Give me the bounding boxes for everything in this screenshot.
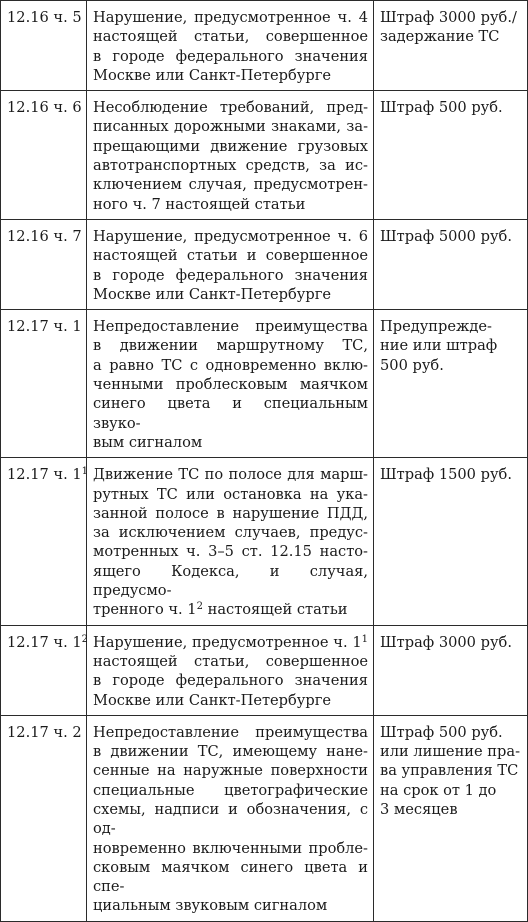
- table-row: [1, 625, 528, 715]
- description-line: в городе федерального значения: [93, 266, 368, 284]
- table-row: [1, 1, 528, 91]
- penalty-cell: [374, 219, 528, 309]
- penalty-line: Штраф 500 руб.: [380, 723, 503, 741]
- description-line: Нарушение, предусмотренное ч. 6: [93, 227, 368, 245]
- penalty-line: ние или штраф: [380, 337, 498, 355]
- article-cell: [1, 91, 87, 220]
- penalty-line: Штраф 3000 руб./: [380, 9, 517, 26]
- article-cell: [1, 310, 87, 458]
- penalty-line: на срок от 1 до: [380, 781, 497, 799]
- description-line: ного ч. 7 настоящей статьи: [93, 195, 306, 213]
- article-cell: [1, 1, 87, 91]
- penalty-line: Штраф 500 руб.: [380, 99, 503, 117]
- description-line: рутных ТС или остановка на ука-: [93, 485, 368, 503]
- description-line: вым сигналом: [93, 433, 203, 451]
- table-row: [1, 715, 528, 921]
- description-line: в движении ТС, имеющему нане-: [93, 743, 368, 761]
- description-line: сковым маячком синего цвета и спе-: [93, 858, 368, 896]
- description-line: мотренных ч. 3–5 ст. 12.15 насто-: [93, 543, 368, 561]
- description-cell: [87, 458, 374, 625]
- penalty-cell: [374, 715, 528, 921]
- table-row: [1, 219, 528, 309]
- penalty-line: Предупрежде-: [380, 318, 492, 336]
- description-line: в городе федерального значения: [93, 672, 368, 690]
- article-cell: [1, 625, 87, 715]
- description-line: автотранспортных средств, за ис-: [93, 157, 368, 175]
- penalty-line: Штраф 1500 руб.: [380, 466, 512, 484]
- description-line: Москве или Санкт-Петербурге: [93, 285, 332, 303]
- description-cell: [87, 1, 374, 91]
- article-number: 12.16 ч. 7: [7, 227, 82, 245]
- penalty-cell: [374, 625, 528, 715]
- table-row: [1, 91, 528, 220]
- penalty-line: 3 месяцев: [380, 800, 458, 818]
- description-line: схемы, надписи и обозначения, с од-: [93, 800, 368, 838]
- description-line: ящего Кодекса, и случая, предусмо-: [93, 562, 368, 600]
- description-text: тренного ч. 1: [93, 601, 197, 619]
- description-line: специальные цветографические: [93, 781, 368, 799]
- description-cell: [87, 91, 374, 220]
- description-cell: [87, 715, 374, 921]
- description-line: Непредоставление преимущества: [93, 723, 368, 741]
- description-line: [93, 633, 368, 652]
- penalty-line: или лишение пра-: [380, 743, 520, 761]
- penalty-cell: [374, 1, 528, 91]
- article-number: 12.17 ч. 1: [7, 633, 82, 651]
- description-line: синего цвета и специальным звуко-: [93, 395, 368, 432]
- description-line: циальным звуковым сигналом: [93, 897, 328, 915]
- article-superscript: 2: [81, 633, 89, 645]
- description-superscript: 2: [196, 601, 203, 613]
- description-line: за исключением случаев, предус-: [93, 524, 368, 542]
- penalty-line: Штраф 5000 руб.: [380, 227, 512, 245]
- description-line: ключением случая, предусмотрен-: [93, 176, 368, 194]
- article-number: 12.17 ч. 2: [7, 723, 82, 741]
- article-cell: [1, 219, 87, 309]
- description-line: занной полосе в нарушение ПДД,: [93, 504, 368, 522]
- article-number: 12.17 ч. 1: [7, 318, 82, 336]
- description-superscript: 1: [361, 633, 368, 645]
- description-line: прещающими движение грузовых: [93, 137, 368, 155]
- description-line: Непредоставление преимущества: [93, 318, 368, 336]
- table-row: [1, 310, 528, 458]
- article-number: 12.16 ч. 6: [7, 99, 82, 117]
- penalty-line: Штраф 3000 руб.: [380, 633, 512, 651]
- description-line: Москве или Санкт-Петербурге: [93, 66, 332, 84]
- article-superscript: 1: [81, 466, 89, 478]
- description-line: Нарушение, предусмотренное ч. 4: [93, 9, 368, 26]
- description-line: ченными проблесковым маячком: [93, 376, 368, 394]
- description-cell: [87, 625, 374, 715]
- penalty-line: ва управления ТС: [380, 762, 519, 780]
- description-line: Движение ТС по полосе для марш-: [93, 466, 368, 484]
- description-line: настоящей статьи и совершенное: [93, 247, 368, 265]
- description-line: писанных дорожными знаками, за-: [93, 118, 368, 136]
- penalty-cell: [374, 91, 528, 220]
- description-line: [93, 600, 368, 619]
- description-line: настоящей статьи, совершенное: [93, 28, 368, 46]
- description-line: в движении маршрутному ТС,: [93, 337, 368, 355]
- penalty-line: задержание ТС: [380, 28, 500, 46]
- description-text: Нарушение, предусмотренное ч. 1: [93, 633, 362, 651]
- description-cell: [87, 219, 374, 309]
- description-line: настоящей статьи, совершенное: [93, 652, 368, 670]
- description-line: сенные на наружные поверхности: [93, 762, 368, 780]
- article-number: 12.16 ч. 5: [7, 9, 82, 26]
- penalty-line: 500 руб.: [380, 356, 444, 374]
- description-line: Москве или Санкт-Петербурге: [93, 691, 332, 709]
- article-cell: [1, 458, 87, 625]
- description-line: Несоблюдение требований, пред-: [93, 99, 368, 117]
- description-line: новременно включенными пробле-: [93, 839, 368, 857]
- penalty-cell: [374, 310, 528, 458]
- description-line: в городе федерального значения: [93, 47, 368, 65]
- article-cell: [1, 715, 87, 921]
- description-line: а равно ТС с одновременно вклю-: [93, 356, 368, 374]
- description-cell: [87, 310, 374, 458]
- description-text: настоящей статьи: [202, 601, 348, 619]
- penalty-cell: [374, 458, 528, 625]
- article-number: 12.17 ч. 1: [7, 466, 82, 484]
- table-row: [1, 458, 528, 625]
